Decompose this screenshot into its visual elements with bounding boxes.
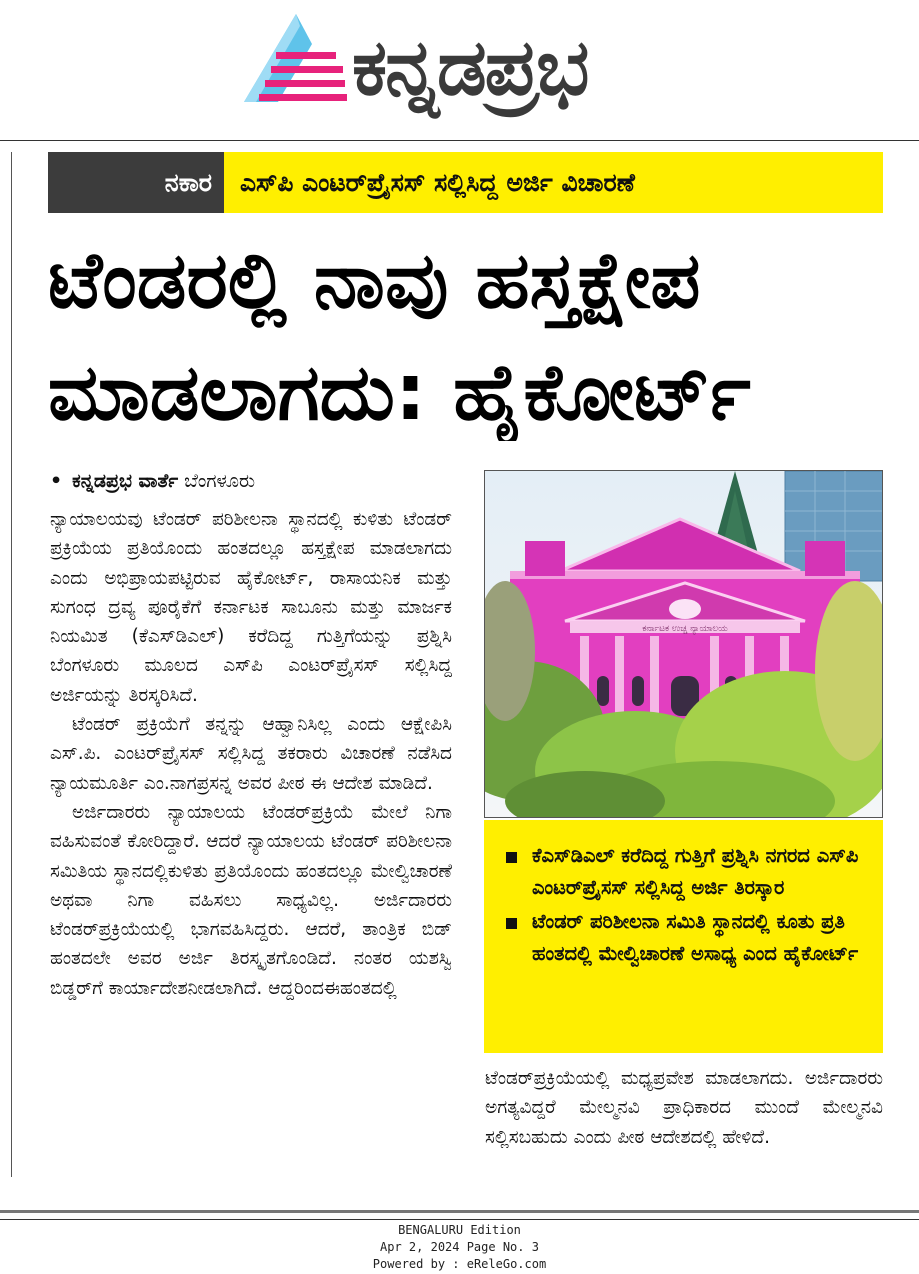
headline-line-2: ಮಾಡಲಾಗದು: ಹೈಕೋರ್ಟ್ bbox=[48, 348, 751, 438]
article-left-column bbox=[50, 505, 452, 1185]
highlight-item bbox=[506, 906, 865, 969]
masthead-logo-text: ಕನ್ನಡಪ್ರಭ bbox=[352, 23, 588, 113]
footer-rule-thick bbox=[0, 1210, 919, 1213]
footer-edition: BENGALURU Edition bbox=[398, 1223, 521, 1237]
article-paragraph: ಟೆಂಡರ್ ಪ್ರಕ್ರಿಯೆಗೆ ತನ್ನನ್ನು ಆಹ್ವಾನಿಸಿಲ್ಲ ಎಂದು ಆಕ್ಷೇಪಿಸಿ ಎಸ್.ಪಿ. ಎಂಟರ್‌ಪ್ರೈಸಸ್ ಸಲ್ಲಿಸಿದ್ದ ತಕರಾರು ವಿಚಾರಣೆ ನಡೆಸಿದ ನ್ಯಾಯಮೂರ್ತಿ ಎಂ.ನಾಗಪ್ರಸನ್ನ ಅವರ ಪೀಠ ಈ ಆದೇಶ ಮಾಡಿದೆ. bbox=[50, 714, 452, 794]
article-paragraph: ಅರ್ಜಿದಾರರು ನ್ಯಾಯಾಲಯ ಟೆಂಡರ್‌ಪ್ರಕ್ರಿಯೆ ಮೇಲೆ ನಿಗಾ ವಹಿಸುವಂತೆ ಕೋರಿದ್ದಾರೆ. ಆದರೆ ನ್ಯಾಯಾಲಯ ಟೆಂಡರ್ ಪರಿಶೀಲನಾ ಸಮಿತಿಯ ಸ್ಥಾನದಲ್ಲಿಕುಳಿತು ಪ್ರತಿಯೊಂದು ಹಂತದಲ್ಲೂ ಮೇಲ್ವಿಚಾರಣೆ ಅಥವಾ ನಿಗಾ ವಹಿಸಲು ಸಾಧ್ಯವಿಲ್ಲ. ಅರ್ಜಿದಾರರು ಟೆಂಡರ್‌ಪ್ರಕ್ರಿಯೆಯಲ್ಲಿ ಭಾಗವಹಿಸಿದ್ದರು. ಆದರೆ, ತಾಂತ್ರಿಕ ಬಿಡ್ ಹಂತದಲೇ ಅವರ ಅರ್ಜಿ ತಿರಸ್ಕೃತಗೊಂಡಿದೆ. ನಂತರ ಯಶಸ್ವಿ ಬಿಡ್ಡರ್‌ಗೆ ಕಾರ್ಯಾದೇಶನೀಡಲಾಗಿದೆ. ಆದ್ದರಿಂದಈಹಂತದಲ್ಲಿ bbox=[50, 801, 452, 999]
article-right-column bbox=[485, 1064, 883, 1189]
kicker-text: ಎಸ್‌ಪಿ ಎಂಟರ್‌ಪ್ರೈಸಸ್ ಸಲ್ಲಿಸಿದ್ದ ಅರ್ಜಿ ವಿಚಾರಣೆ bbox=[224, 152, 883, 213]
highlight-text: ಕೆಎಸ್‌ಡಿಎಲ್ ಕರೆದಿದ್ದ ಗುತ್ತಿಗೆ ಪ್ರಶ್ನಿಸಿ ನಗರದ ಎಸ್‌ಪಿ ಎಂಟರ್‌ಪ್ರೈಸಸ್ ಸಲ್ಲಿಸಿದ್ದ ಅರ್ಜಿ ತಿರಸ್ಕಾರ bbox=[532, 844, 859, 899]
highlight-text: ಟೆಂಡರ್ ಪರಿಶೀಲನಾ ಸಮಿತಿ ಸ್ಥಾನದಲ್ಲಿ ಕೂತು ಪ್ರತಿ ಹಂತದಲ್ಲಿ ಮೇಲ್ವಿಚಾರಣೆ ಅಸಾಧ್ಯ ಎಂದ ಹೈಕೋರ್ಟ್ bbox=[532, 910, 859, 965]
building-sign-text: ಕರ್ನಾಟಕ ಉಚ್ಚ ನ್ಯಾಯಾಲಯ bbox=[642, 624, 728, 634]
byline bbox=[50, 467, 255, 495]
byline-bullet: • bbox=[50, 470, 63, 492]
headline-line-1: ಟೆಂಡರಲ್ಲಿ ನಾವು ಹಸ್ತಕ್ಷೇಪ bbox=[48, 236, 701, 326]
high-court-building-photo bbox=[484, 470, 883, 818]
highlights-box bbox=[484, 820, 883, 1053]
kicker-label: ನಕಾರ bbox=[48, 152, 224, 213]
left-column-rule bbox=[11, 152, 12, 1177]
square-bullet-icon bbox=[506, 918, 517, 929]
footer-powered-by[interactable]: Powered by : eReleGo.com bbox=[372, 1257, 547, 1271]
byline-place: ಬೆಂಗಳೂರು bbox=[184, 470, 256, 492]
article-paragraph: ನ್ಯಾಯಾಲಯವು ಟೆಂಡರ್ ಪರಿಶೀಲನಾ ಸ್ಥಾನದಲ್ಲಿ ಕುಳಿತು ಟೆಂಡರ್ ಪ್ರಕ್ರಿಯೆಯ ಪ್ರತಿಯೊಂದು ಹಂತದಲ್ಲೂ ಹಸ್ತಕ್ಷೇಪ ಮಾಡಲಾಗದು ಎಂದು ಅಭಿಪ್ರಾಯಪಟ್ಟಿರುವ ಹೈಕೋರ್ಟ್, ರಾಸಾಯನಿಕ ಮತ್ತು ಸುಗಂಧ ದ್ರವ್ಯ ಪೂರೈಕೆಗೆ ಕರ್ನಾಟಕ ಸಾಬೂನು ಮತ್ತು ಮಾರ್ಜಕ ನಿಯಮಿತ (ಕೆಎಸ್‌ಡಿಎಲ್) ಕರೆದಿದ್ದ ಗುತ್ತಿಗೆಯನ್ನು ಪ್ರಶ್ನಿಸಿ ಬೆಂಗಳೂರು ಮೂಲದ ಎಸ್‌ಪಿ ಎಂಟರ್‌ಪ್ರೈಸಸ್ ಸಲ್ಲಿಸಿದ್ದ ಅರ್ಜಿಯನ್ನು ತಿರಸ್ಕರಿಸಿದೆ. bbox=[50, 509, 452, 706]
kicker-bar bbox=[48, 152, 883, 213]
highlight-item bbox=[506, 840, 865, 903]
masthead bbox=[0, 0, 919, 140]
byline-source: ಕನ್ನಡಪ್ರಭ ವಾರ್ತೆ bbox=[72, 470, 179, 492]
footer-date-page: Apr 2, 2024 Page No. 3 bbox=[380, 1240, 539, 1254]
footer-rule-thin bbox=[0, 1219, 919, 1220]
triangle-logo-icon bbox=[238, 14, 348, 106]
article-paragraph: ಟೆಂಡರ್‌ಪ್ರಕ್ರಿಯೆಯಲ್ಲಿ ಮಧ್ಯಪ್ರವೇಶ ಮಾಡಲಾಗದು. ಅರ್ಜಿದಾರರು ಅಗತ್ಯವಿದ್ದರೆ ಮೇಲ್ಮನವಿ ಪ್ರಾಧಿಕಾರದ ಮುಂದೆ ಮೇಲ್ಮನವಿ ಸಲ್ಲಿಸಬಹುದು ಎಂದು ಪೀಠ ಆದೇಶದಲ್ಲಿ ಹೇಳಿದೆ. bbox=[485, 1068, 883, 1148]
masthead-divider bbox=[0, 140, 919, 141]
page-footer bbox=[0, 1222, 919, 1273]
square-bullet-icon bbox=[506, 852, 517, 863]
